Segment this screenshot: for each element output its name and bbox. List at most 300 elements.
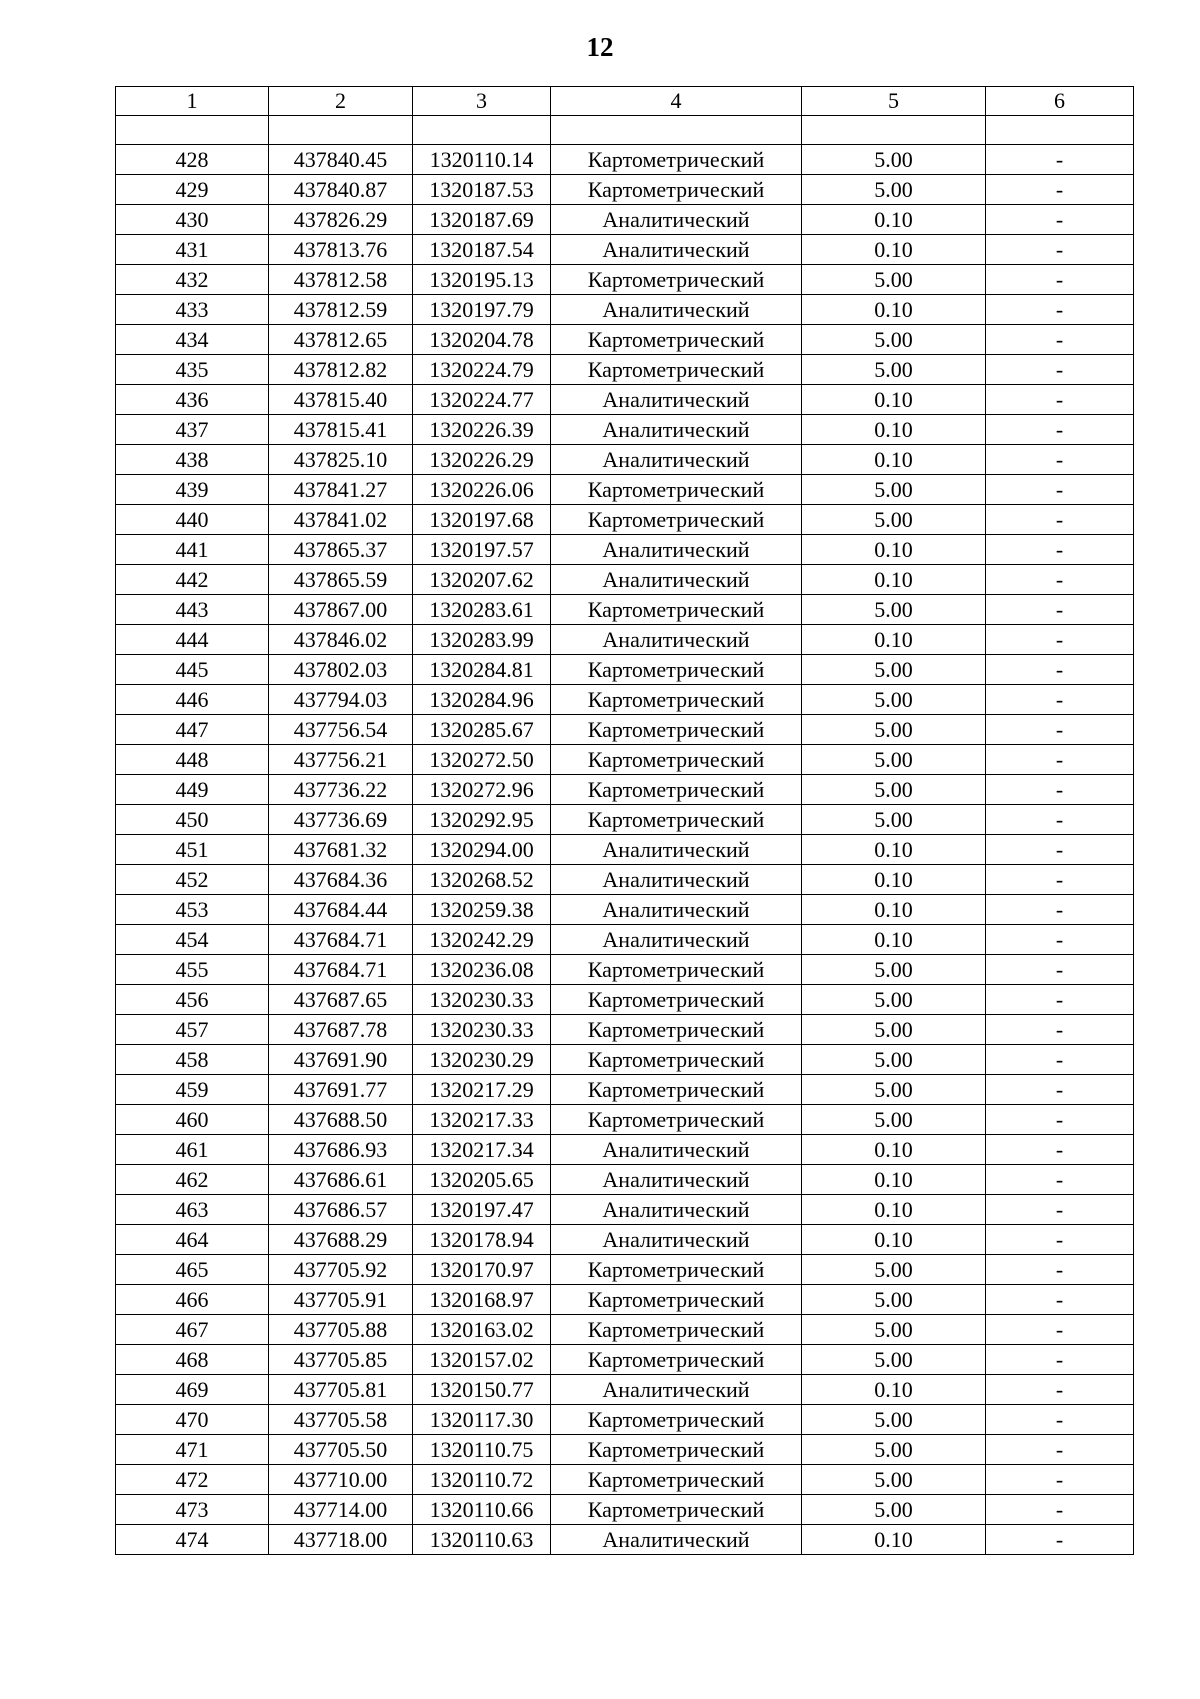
description-cell: - — [986, 1075, 1134, 1105]
table-row — [116, 1435, 1134, 1465]
accuracy-cell: 0.10 — [802, 895, 986, 925]
y-coordinate-cell: 1320226.39 — [413, 415, 551, 445]
method-cell: Картометрический — [551, 1285, 802, 1315]
x-coordinate-cell: 437812.58 — [269, 265, 413, 295]
point-number-cell: 467 — [116, 1315, 269, 1345]
x-coordinate-cell: 437705.50 — [269, 1435, 413, 1465]
accuracy-cell: 0.10 — [802, 925, 986, 955]
y-coordinate-cell: 1320217.29 — [413, 1075, 551, 1105]
method-cell: Аналитический — [551, 1165, 802, 1195]
method-cell: Картометрический — [551, 1315, 802, 1345]
method-cell: Картометрический — [551, 1105, 802, 1135]
method-cell: Аналитический — [551, 1525, 802, 1555]
description-cell: - — [986, 925, 1134, 955]
table-row — [116, 685, 1134, 715]
point-number-cell: 438 — [116, 445, 269, 475]
x-coordinate-cell: 437813.76 — [269, 235, 413, 265]
accuracy-cell: 5.00 — [802, 1495, 986, 1525]
point-number-cell: 449 — [116, 775, 269, 805]
x-coordinate-cell: 437867.00 — [269, 595, 413, 625]
method-cell: Картометрический — [551, 1255, 802, 1285]
table-row — [116, 355, 1134, 385]
x-coordinate-cell: 437736.22 — [269, 775, 413, 805]
x-coordinate-cell: 437825.10 — [269, 445, 413, 475]
accuracy-cell: 0.10 — [802, 535, 986, 565]
y-coordinate-cell: 1320292.95 — [413, 805, 551, 835]
x-coordinate-cell: 437736.69 — [269, 805, 413, 835]
accuracy-cell: 5.00 — [802, 1075, 986, 1105]
description-cell: - — [986, 1015, 1134, 1045]
x-coordinate-cell: 437865.59 — [269, 565, 413, 595]
y-coordinate-cell: 1320284.81 — [413, 655, 551, 685]
table-row — [116, 985, 1134, 1015]
method-cell: Картометрический — [551, 1435, 802, 1465]
description-cell: - — [986, 715, 1134, 745]
accuracy-cell: 0.10 — [802, 1195, 986, 1225]
y-coordinate-cell: 1320110.75 — [413, 1435, 551, 1465]
description-cell: - — [986, 805, 1134, 835]
empty-cell — [551, 116, 802, 145]
accuracy-cell: 5.00 — [802, 1435, 986, 1465]
accuracy-cell: 5.00 — [802, 505, 986, 535]
accuracy-cell: 5.00 — [802, 1105, 986, 1135]
y-coordinate-cell: 1320197.57 — [413, 535, 551, 565]
y-coordinate-cell: 1320224.79 — [413, 355, 551, 385]
point-number-cell: 465 — [116, 1255, 269, 1285]
method-cell: Картометрический — [551, 595, 802, 625]
description-cell: - — [986, 385, 1134, 415]
method-cell: Картометрический — [551, 655, 802, 685]
coordinates-table — [115, 86, 1134, 1555]
y-coordinate-cell: 1320207.62 — [413, 565, 551, 595]
table-row — [116, 505, 1134, 535]
method-cell: Аналитический — [551, 925, 802, 955]
x-coordinate-cell: 437688.50 — [269, 1105, 413, 1135]
x-coordinate-cell: 437710.00 — [269, 1465, 413, 1495]
x-coordinate-cell: 437756.21 — [269, 745, 413, 775]
description-cell: - — [986, 265, 1134, 295]
description-cell: - — [986, 685, 1134, 715]
y-coordinate-cell: 1320268.52 — [413, 865, 551, 895]
y-coordinate-cell: 1320178.94 — [413, 1225, 551, 1255]
description-cell: - — [986, 1195, 1134, 1225]
method-cell: Аналитический — [551, 1225, 802, 1255]
accuracy-cell: 0.10 — [802, 1525, 986, 1555]
point-number-cell: 435 — [116, 355, 269, 385]
description-cell: - — [986, 1345, 1134, 1375]
point-number-cell: 452 — [116, 865, 269, 895]
accuracy-cell: 0.10 — [802, 415, 986, 445]
table-row — [116, 1255, 1134, 1285]
point-number-cell: 436 — [116, 385, 269, 415]
accuracy-cell: 5.00 — [802, 985, 986, 1015]
x-coordinate-cell: 437794.03 — [269, 685, 413, 715]
table-row — [116, 1045, 1134, 1075]
method-cell: Аналитический — [551, 865, 802, 895]
point-number-cell: 453 — [116, 895, 269, 925]
y-coordinate-cell: 1320272.50 — [413, 745, 551, 775]
y-coordinate-cell: 1320195.13 — [413, 265, 551, 295]
description-cell: - — [986, 205, 1134, 235]
accuracy-cell: 0.10 — [802, 235, 986, 265]
table-row — [116, 565, 1134, 595]
x-coordinate-cell: 437840.45 — [269, 145, 413, 175]
method-cell: Картометрический — [551, 1345, 802, 1375]
accuracy-cell: 0.10 — [802, 1225, 986, 1255]
method-cell: Картометрический — [551, 1465, 802, 1495]
x-coordinate-cell: 437718.00 — [269, 1525, 413, 1555]
point-number-cell: 431 — [116, 235, 269, 265]
accuracy-cell: 0.10 — [802, 1135, 986, 1165]
y-coordinate-cell: 1320110.66 — [413, 1495, 551, 1525]
accuracy-cell: 5.00 — [802, 265, 986, 295]
table-row — [116, 805, 1134, 835]
empty-cell — [986, 116, 1134, 145]
point-number-cell: 447 — [116, 715, 269, 745]
y-coordinate-cell: 1320217.34 — [413, 1135, 551, 1165]
method-cell: Картометрический — [551, 1015, 802, 1045]
method-cell: Аналитический — [551, 895, 802, 925]
accuracy-cell: 5.00 — [802, 175, 986, 205]
column-header: 3 — [413, 87, 551, 116]
y-coordinate-cell: 1320204.78 — [413, 325, 551, 355]
description-cell: - — [986, 1525, 1134, 1555]
table-row — [116, 235, 1134, 265]
method-cell: Картометрический — [551, 1045, 802, 1075]
column-header: 2 — [269, 87, 413, 116]
description-cell: - — [986, 655, 1134, 685]
description-cell: - — [986, 625, 1134, 655]
x-coordinate-cell: 437840.87 — [269, 175, 413, 205]
point-number-cell: 455 — [116, 955, 269, 985]
y-coordinate-cell: 1320168.97 — [413, 1285, 551, 1315]
x-coordinate-cell: 437686.61 — [269, 1165, 413, 1195]
accuracy-cell: 0.10 — [802, 295, 986, 325]
y-coordinate-cell: 1320197.47 — [413, 1195, 551, 1225]
y-coordinate-cell: 1320284.96 — [413, 685, 551, 715]
description-cell: - — [986, 745, 1134, 775]
accuracy-cell: 5.00 — [802, 1045, 986, 1075]
x-coordinate-cell: 437691.77 — [269, 1075, 413, 1105]
y-coordinate-cell: 1320230.33 — [413, 1015, 551, 1045]
empty-cell — [802, 116, 986, 145]
page-number: 12 — [586, 32, 614, 62]
x-coordinate-cell: 437802.03 — [269, 655, 413, 685]
point-number-cell: 469 — [116, 1375, 269, 1405]
accuracy-cell: 5.00 — [802, 775, 986, 805]
x-coordinate-cell: 437756.54 — [269, 715, 413, 745]
column-header: 1 — [116, 87, 269, 116]
description-cell: - — [986, 145, 1134, 175]
x-coordinate-cell: 437686.57 — [269, 1195, 413, 1225]
point-number-cell: 429 — [116, 175, 269, 205]
accuracy-cell: 5.00 — [802, 1285, 986, 1315]
accuracy-cell: 0.10 — [802, 1165, 986, 1195]
table-row — [116, 445, 1134, 475]
y-coordinate-cell: 1320187.54 — [413, 235, 551, 265]
accuracy-cell: 5.00 — [802, 1255, 986, 1285]
method-cell: Картометрический — [551, 1075, 802, 1105]
x-coordinate-cell: 437684.36 — [269, 865, 413, 895]
method-cell: Аналитический — [551, 1135, 802, 1165]
accuracy-cell: 0.10 — [802, 625, 986, 655]
accuracy-cell: 5.00 — [802, 685, 986, 715]
description-cell: - — [986, 355, 1134, 385]
description-cell: - — [986, 1045, 1134, 1075]
table-row — [116, 955, 1134, 985]
point-number-cell: 450 — [116, 805, 269, 835]
y-coordinate-cell: 1320226.06 — [413, 475, 551, 505]
point-number-cell: 434 — [116, 325, 269, 355]
description-cell: - — [986, 475, 1134, 505]
x-coordinate-cell: 437687.65 — [269, 985, 413, 1015]
x-coordinate-cell: 437691.90 — [269, 1045, 413, 1075]
accuracy-cell: 5.00 — [802, 355, 986, 385]
x-coordinate-cell: 437812.82 — [269, 355, 413, 385]
method-cell: Аналитический — [551, 295, 802, 325]
table-row — [116, 1075, 1134, 1105]
point-number-cell: 448 — [116, 745, 269, 775]
method-cell: Картометрический — [551, 805, 802, 835]
table-row — [116, 595, 1134, 625]
method-cell: Аналитический — [551, 625, 802, 655]
accuracy-cell: 5.00 — [802, 1345, 986, 1375]
table-row — [116, 1525, 1134, 1555]
empty-cell — [116, 116, 269, 145]
point-number-cell: 470 — [116, 1405, 269, 1435]
description-cell: - — [986, 1465, 1134, 1495]
description-cell: - — [986, 1405, 1134, 1435]
point-number-cell: 437 — [116, 415, 269, 445]
y-coordinate-cell: 1320205.65 — [413, 1165, 551, 1195]
x-coordinate-cell: 437815.40 — [269, 385, 413, 415]
x-coordinate-cell: 437684.71 — [269, 955, 413, 985]
method-cell: Аналитический — [551, 835, 802, 865]
description-cell: - — [986, 505, 1134, 535]
x-coordinate-cell: 437815.41 — [269, 415, 413, 445]
point-number-cell: 457 — [116, 1015, 269, 1045]
table-row — [116, 1135, 1134, 1165]
point-number-cell: 473 — [116, 1495, 269, 1525]
description-cell: - — [986, 1165, 1134, 1195]
table-row — [116, 295, 1134, 325]
y-coordinate-cell: 1320163.02 — [413, 1315, 551, 1345]
table-row — [116, 655, 1134, 685]
accuracy-cell: 0.10 — [802, 445, 986, 475]
point-number-cell: 458 — [116, 1045, 269, 1075]
y-coordinate-cell: 1320197.79 — [413, 295, 551, 325]
table-row — [116, 835, 1134, 865]
y-coordinate-cell: 1320110.63 — [413, 1525, 551, 1555]
method-cell: Картометрический — [551, 745, 802, 775]
description-cell: - — [986, 415, 1134, 445]
accuracy-cell: 0.10 — [802, 565, 986, 595]
point-number-cell: 456 — [116, 985, 269, 1015]
table-row — [116, 205, 1134, 235]
accuracy-cell: 5.00 — [802, 1405, 986, 1435]
method-cell: Картометрический — [551, 1495, 802, 1525]
table-row — [116, 1165, 1134, 1195]
table-row — [116, 625, 1134, 655]
x-coordinate-cell: 437681.32 — [269, 835, 413, 865]
accuracy-cell: 0.10 — [802, 385, 986, 415]
point-number-cell: 444 — [116, 625, 269, 655]
y-coordinate-cell: 1320230.29 — [413, 1045, 551, 1075]
method-cell: Аналитический — [551, 565, 802, 595]
table-row — [116, 775, 1134, 805]
method-cell: Картометрический — [551, 715, 802, 745]
point-number-cell: 441 — [116, 535, 269, 565]
description-cell: - — [986, 1315, 1134, 1345]
description-cell: - — [986, 1435, 1134, 1465]
x-coordinate-cell: 437841.02 — [269, 505, 413, 535]
table-row — [116, 265, 1134, 295]
column-header: 5 — [802, 87, 986, 116]
description-cell: - — [986, 1285, 1134, 1315]
description-cell: - — [986, 175, 1134, 205]
description-cell: - — [986, 895, 1134, 925]
column-header: 4 — [551, 87, 802, 116]
method-cell: Картометрический — [551, 475, 802, 505]
empty-cell — [413, 116, 551, 145]
method-cell: Картометрический — [551, 955, 802, 985]
point-number-cell: 468 — [116, 1345, 269, 1375]
x-coordinate-cell: 437688.29 — [269, 1225, 413, 1255]
x-coordinate-cell: 437865.37 — [269, 535, 413, 565]
description-cell: - — [986, 955, 1134, 985]
description-cell: - — [986, 325, 1134, 355]
y-coordinate-cell: 1320230.33 — [413, 985, 551, 1015]
method-cell: Картометрический — [551, 685, 802, 715]
accuracy-cell: 5.00 — [802, 475, 986, 505]
y-coordinate-cell: 1320187.53 — [413, 175, 551, 205]
method-cell: Картометрический — [551, 355, 802, 385]
y-coordinate-cell: 1320117.30 — [413, 1405, 551, 1435]
point-number-cell: 443 — [116, 595, 269, 625]
method-cell: Аналитический — [551, 235, 802, 265]
point-number-cell: 461 — [116, 1135, 269, 1165]
table-row — [116, 1195, 1134, 1225]
y-coordinate-cell: 1320170.97 — [413, 1255, 551, 1285]
description-cell: - — [986, 1135, 1134, 1165]
table-row — [116, 325, 1134, 355]
accuracy-cell: 5.00 — [802, 655, 986, 685]
table-row — [116, 535, 1134, 565]
description-cell: - — [986, 835, 1134, 865]
y-coordinate-cell: 1320110.72 — [413, 1465, 551, 1495]
y-coordinate-cell: 1320283.99 — [413, 625, 551, 655]
description-cell: - — [986, 865, 1134, 895]
table-row — [116, 715, 1134, 745]
method-cell: Аналитический — [551, 1195, 802, 1225]
description-cell: - — [986, 775, 1134, 805]
method-cell: Аналитический — [551, 1375, 802, 1405]
method-cell: Картометрический — [551, 145, 802, 175]
table-row — [116, 415, 1134, 445]
method-cell: Аналитический — [551, 535, 802, 565]
description-cell: - — [986, 1495, 1134, 1525]
accuracy-cell: 5.00 — [802, 955, 986, 985]
y-coordinate-cell: 1320187.69 — [413, 205, 551, 235]
description-cell: - — [986, 1255, 1134, 1285]
point-number-cell: 472 — [116, 1465, 269, 1495]
table-row — [116, 145, 1134, 175]
y-coordinate-cell: 1320224.77 — [413, 385, 551, 415]
point-number-cell: 466 — [116, 1285, 269, 1315]
point-number-cell: 464 — [116, 1225, 269, 1255]
method-cell: Картометрический — [551, 775, 802, 805]
description-cell: - — [986, 1105, 1134, 1135]
table-row — [116, 1495, 1134, 1525]
method-cell: Аналитический — [551, 415, 802, 445]
point-number-cell: 459 — [116, 1075, 269, 1105]
table-row — [116, 895, 1134, 925]
description-cell: - — [986, 565, 1134, 595]
y-coordinate-cell: 1320226.29 — [413, 445, 551, 475]
y-coordinate-cell: 1320197.68 — [413, 505, 551, 535]
description-cell: - — [986, 985, 1134, 1015]
description-cell: - — [986, 295, 1134, 325]
x-coordinate-cell: 437705.81 — [269, 1375, 413, 1405]
accuracy-cell: 5.00 — [802, 745, 986, 775]
method-cell: Картометрический — [551, 325, 802, 355]
table-row — [116, 1015, 1134, 1045]
table-row — [116, 1225, 1134, 1255]
table-row — [116, 1375, 1134, 1405]
x-coordinate-cell: 437812.65 — [269, 325, 413, 355]
table-row — [116, 175, 1134, 205]
y-coordinate-cell: 1320294.00 — [413, 835, 551, 865]
x-coordinate-cell: 437684.44 — [269, 895, 413, 925]
point-number-cell: 451 — [116, 835, 269, 865]
table-row — [116, 1285, 1134, 1315]
header-row — [116, 87, 1134, 116]
y-coordinate-cell: 1320157.02 — [413, 1345, 551, 1375]
y-coordinate-cell: 1320110.14 — [413, 145, 551, 175]
description-cell: - — [986, 235, 1134, 265]
y-coordinate-cell: 1320236.08 — [413, 955, 551, 985]
accuracy-cell: 0.10 — [802, 1375, 986, 1405]
table-row — [116, 1405, 1134, 1435]
accuracy-cell: 5.00 — [802, 325, 986, 355]
x-coordinate-cell: 437705.85 — [269, 1345, 413, 1375]
x-coordinate-cell: 437705.58 — [269, 1405, 413, 1435]
description-cell: - — [986, 535, 1134, 565]
point-number-cell: 442 — [116, 565, 269, 595]
table-row — [116, 475, 1134, 505]
x-coordinate-cell: 437846.02 — [269, 625, 413, 655]
x-coordinate-cell: 437684.71 — [269, 925, 413, 955]
accuracy-cell: 5.00 — [802, 1465, 986, 1495]
accuracy-cell: 0.10 — [802, 205, 986, 235]
x-coordinate-cell: 437714.00 — [269, 1495, 413, 1525]
y-coordinate-cell: 1320285.67 — [413, 715, 551, 745]
point-number-cell: 462 — [116, 1165, 269, 1195]
table-row — [116, 745, 1134, 775]
description-cell: - — [986, 1225, 1134, 1255]
point-number-cell: 446 — [116, 685, 269, 715]
point-number-cell: 474 — [116, 1525, 269, 1555]
table-row — [116, 1465, 1134, 1495]
x-coordinate-cell: 437705.92 — [269, 1255, 413, 1285]
point-number-cell: 433 — [116, 295, 269, 325]
method-cell: Картометрический — [551, 175, 802, 205]
x-coordinate-cell: 437812.59 — [269, 295, 413, 325]
y-coordinate-cell: 1320150.77 — [413, 1375, 551, 1405]
table-row — [116, 1105, 1134, 1135]
x-coordinate-cell: 437826.29 — [269, 205, 413, 235]
table-row — [116, 865, 1134, 895]
